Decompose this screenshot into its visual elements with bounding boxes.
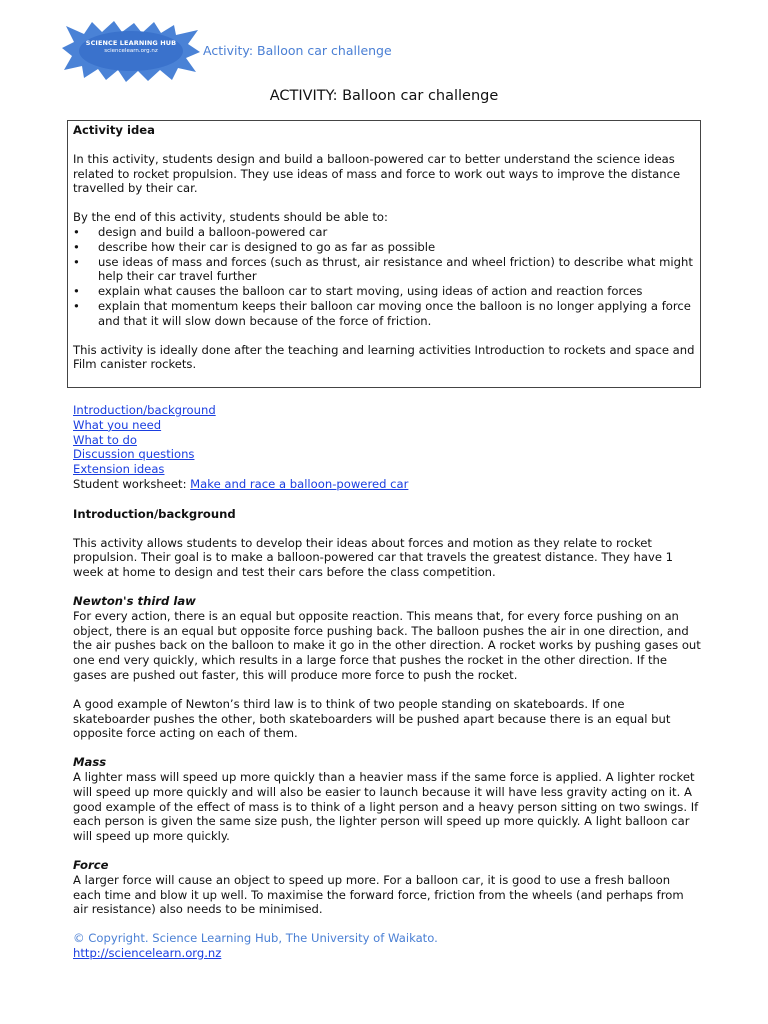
force-text: A larger force will cause an object to speed up more. For a balloon car, it is good to use a fresh balloon each time and blow it up well. To maximise the forward force, friction from the wheels (and perhaps from air resistance) also needs to be minimised. — [73, 872, 684, 917]
activity-idea-box — [67, 120, 701, 388]
link-what-you-need[interactable]: What you need — [73, 417, 162, 432]
science-learning-hub-logo[interactable] — [62, 20, 200, 82]
activity-intro: In this activity, students design and build a balloon-powered car to better understand the science ideas related to rocket propulsion. They use ideas of mass and force to work out ways to improve the distance travelled by their car. — [73, 151, 681, 196]
link-extension-ideas[interactable]: Extension ideas — [73, 462, 165, 477]
bullet-icon: • — [73, 254, 80, 269]
activity-idea-heading: Activity idea — [73, 123, 155, 137]
list-item: • design and build a balloon-powered car — [73, 224, 328, 239]
newton-heading: Newton's third law — [73, 593, 196, 608]
newton-text-2: A good example of Newton’s third law is to think of two people standing on skateboards. If one skateboarder pushes the other, both skateboarders will be pushed apart because there is an equal but opposite force acting on each of them. — [73, 696, 671, 741]
activity-note: This activity is ideally done after the teaching and learning activities Introduction to rockets and space and Film canister rockets. — [73, 342, 695, 372]
bullet-icon: • — [73, 239, 80, 254]
link-discussion-questions[interactable]: Discussion questions — [73, 447, 195, 462]
header-title: Activity: Balloon car challenge — [203, 43, 392, 58]
objectives-list — [73, 225, 695, 329]
link-what-to-do[interactable]: What to do — [73, 432, 137, 447]
list-item: • explain what causes the balloon car to start moving, using ideas of action and reaction forces — [73, 284, 643, 299]
page-title: ACTIVITY: Balloon car challenge — [269, 88, 499, 104]
intro-text: This activity allows students to develop their ideas about forces and motion as they relate to rocket propulsion. Their goal is to make a balloon-powered car that travels the greatest distance. They have 1 week at home to design and test their cars before the class competition. — [73, 535, 674, 580]
copyright-notice: © Copyright. Science Learning Hub, The University of Waikato. — [73, 931, 438, 946]
mass-heading: Mass — [73, 755, 107, 770]
logo-url: sciencelearn.org.nz — [104, 48, 158, 54]
logo-title: SCIENCE LEARNING HUB — [85, 39, 177, 47]
mass-text: A lighter mass will speed up more quickly than a heavier mass if the same force is applied. A lighter rocket will speed up more quickly and will also be easier to launch because it will have less gravity acting on it. A good example of the effect of mass is to think of a light person and a heavy person sitting on two swings. If each person is given the same size push, the lighter person will speed up more quickly. A light balloon car will speed up more quickly. — [73, 769, 699, 844]
section-links — [73, 403, 701, 492]
newton-text-1: For every action, there is an equal but opposite reaction. This means that, for every force pushing on an object, there is an equal but opposite force pushing back. The balloon pushes the air in one direction, and the air pushes back on the balloon to make it go in the other direction. A rocket works by pushing gases out one end very quickly, which results in a large force that pushes the rocket in the other direction. If the gases are pushed out faster, this will produce more force to push the rocket. — [73, 608, 701, 682]
list-item: • explain that momentum keeps their balloon car moving once the balloon is no longer applying a force and that it will slow down because of the force of friction. — [73, 298, 691, 328]
link-introduction-background[interactable]: Introduction/background — [73, 403, 216, 417]
intro-heading: Introduction/background — [73, 506, 236, 521]
bullet-icon: • — [73, 298, 80, 313]
page-header — [0, 0, 768, 90]
force-heading: Force — [73, 857, 109, 872]
bullet-icon: • — [73, 224, 80, 239]
link-worksheet[interactable]: Make and race a balloon-powered car — [190, 476, 409, 491]
footer-url-link[interactable]: http://sciencelearn.org.nz — [73, 945, 222, 960]
list-item: • describe how their car is designed to go as far as possible — [73, 239, 436, 254]
main-content — [73, 403, 701, 961]
objectives-lead: By the end of this activity, students should be able to: — [73, 210, 388, 225]
worksheet-label: Student worksheet: — [73, 476, 191, 491]
bullet-icon: • — [73, 284, 80, 299]
list-item: • use ideas of mass and forces (such as thrust, air resistance and wheel friction) to describe what might help their car travel further — [73, 254, 693, 284]
